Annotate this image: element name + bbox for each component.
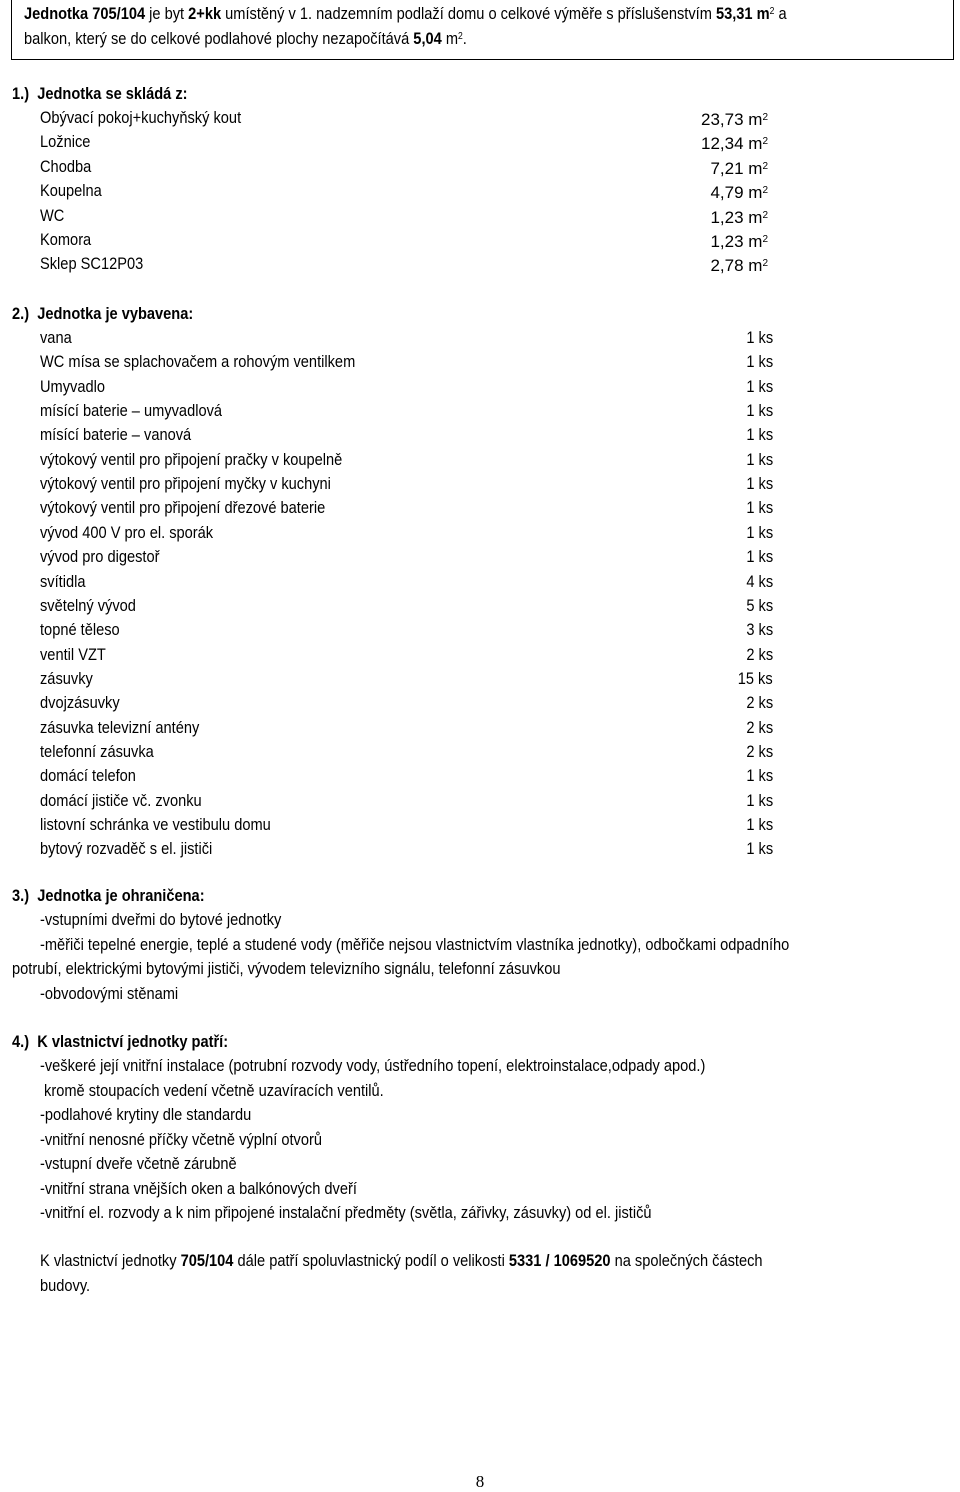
- equipment-name: WC mísa se splachovačem a rohovým ventilkem: [40, 352, 356, 372]
- equipment-qty: 2 ks: [746, 693, 773, 713]
- equipment-qty: 1 ks: [746, 425, 773, 445]
- equipment-name: mísící baterie – vanová: [40, 425, 192, 445]
- equipment-name: zásuvka televizní antény: [40, 717, 200, 737]
- equipment-qty: 2 ks: [746, 741, 773, 761]
- ownership-item: -vnitřní nenosné příčky včetně výplní otvorů: [40, 1129, 322, 1149]
- equipment-name: telefonní zásuvka: [40, 741, 154, 761]
- ownership-item: -veškeré její vnitřní instalace (potrubní rozvody vody, ústředního topení, elektroinstalace,odpady apod.): [40, 1056, 706, 1075]
- section1-heading: [12, 82, 216, 106]
- section3-line: potrubí, elektrickými bytovými jističi, vývodem televizního signálu, telefonní zásuvkou: [12, 959, 561, 978]
- section-title: K vlastnictví jednotky patří:: [37, 1032, 229, 1051]
- section3-heading: [12, 884, 236, 908]
- equipment-qty: 3 ks: [746, 620, 773, 640]
- equipment-qty: 1 ks: [746, 815, 773, 834]
- equipment-name: listovní schránka ve vestibulu domu: [40, 815, 271, 834]
- section-number: 1.): [12, 84, 30, 103]
- equipment-name: dvojzásuvky: [40, 693, 120, 713]
- room-area: 1,23 $m^2$: [710, 232, 768, 251]
- room-name: Obývací pokoj+kuchyňský kout: [40, 108, 242, 127]
- share-value: 5331 / 1069520: [508, 1251, 611, 1270]
- section-number: 4.): [12, 1032, 30, 1051]
- equipment-qty: 1 ks: [746, 522, 773, 542]
- room-name: Sklep SC12P03: [40, 254, 144, 274]
- equipment-name: výtokový ventil pro připojení myčky v kuchyni: [40, 474, 331, 494]
- header-text: je byt: [145, 4, 189, 23]
- unit-id: 705/104: [180, 1251, 234, 1270]
- superscript: 2: [458, 31, 463, 42]
- equipment-name: bytový rozvaděč s el. jističi: [40, 839, 213, 859]
- ownership-share: [40, 1249, 880, 1273]
- equipment-name: domácí telefon: [40, 766, 136, 786]
- ownership-text: na společných částech: [610, 1251, 763, 1270]
- room-name: Chodba: [40, 156, 92, 176]
- equipment-name: svítidla: [40, 571, 86, 591]
- equipment-qty: 1 ks: [746, 376, 773, 396]
- section-title: Jednotka se skládá z:: [37, 84, 188, 103]
- unit-id: Jednotka 705/104: [24, 4, 146, 23]
- room-area: 4,79 $m^2$: [710, 183, 768, 203]
- section3-line: -měřiči tepelné energie, teplé a studené vody (měřiče nejsou vlastnictvím vlastníka jednotky), odbočkami odpadního: [40, 935, 790, 954]
- equipment-name: mísící baterie – umyvadlová: [40, 401, 223, 421]
- ownership-item: -vstupní dveře včetně zárubně: [40, 1154, 237, 1173]
- equipment-name: Umyvadlo: [40, 376, 106, 396]
- header-box: [11, 0, 954, 60]
- equipment-name: topné těleso: [40, 620, 120, 640]
- room-name: Komora: [40, 230, 92, 249]
- equipment-qty: 4 ks: [746, 571, 773, 591]
- superscript: 2: [769, 6, 775, 17]
- room-name: WC: [40, 205, 65, 225]
- section-title: Jednotka je ohraničena:: [37, 886, 205, 905]
- ownership-item: -vnitřní el. rozvody a k nim připojené instalační předměty (světla, zářivky, zásuvky) od el. jističů: [40, 1203, 652, 1222]
- equipment-name: výtokový ventil pro připojení pračky v koupelně: [40, 449, 343, 469]
- equipment-name: domácí jističe vč. zvonku: [40, 790, 202, 810]
- room-name: Koupelna: [40, 181, 102, 201]
- room-area: 23,73 $m^2$: [701, 110, 768, 129]
- equipment-qty: 1 ks: [746, 790, 773, 810]
- equipment-qty: 1 ks: [746, 401, 773, 421]
- equipment-qty: 15 ks: [738, 668, 773, 688]
- ownership-text: dále patří spoluvlastnický podíl o velikosti: [233, 1251, 509, 1270]
- equipment-name: vana: [40, 328, 72, 347]
- ownership-item: -podlahové krytiny dle standardu: [40, 1105, 252, 1124]
- ownership-item: kromě stoupacích vedení včetně uzavíracích ventilů.: [40, 1080, 384, 1100]
- section-number: 2.): [12, 304, 30, 323]
- equipment-name: vývod pro digestoř: [40, 547, 160, 567]
- section-title: Jednotka je vybavena:: [37, 304, 194, 323]
- equipment-qty: 1 ks: [746, 547, 773, 567]
- section3-line: -vstupními dveřmi do bytové jednotky: [40, 910, 282, 929]
- balcony-area: 5,04: [413, 29, 442, 48]
- total-area: 53,31 m: [715, 4, 770, 23]
- header-line-2: [24, 29, 539, 49]
- equipment-name: zásuvky: [40, 668, 93, 688]
- section3-line: -obvodovými stěnami: [40, 984, 179, 1003]
- equipment-qty: 1 ks: [746, 498, 773, 518]
- room-area: 7,21 $m^2$: [710, 158, 768, 178]
- equipment-name: ventil VZT: [40, 644, 106, 664]
- equipment-name: výtokový ventil pro připojení dřezové baterie: [40, 498, 326, 518]
- equipment-qty: 1 ks: [746, 766, 773, 786]
- room-area: 2,78 $m^2$: [710, 256, 768, 276]
- room-area: 1,23 $m^2$: [710, 207, 768, 227]
- equipment-name: světelný vývod: [40, 595, 136, 615]
- header-text: m: [441, 29, 459, 48]
- section2-heading: [12, 302, 223, 326]
- header-text: umístěný v 1. nadzemním podlaží domu o celkové výměře s příslušenstvím: [221, 4, 716, 23]
- equipment-qty: 1 ks: [746, 328, 773, 347]
- section4-heading: [12, 1030, 263, 1054]
- header-text: balkon, který se do celkové podlahové plochy nezapočítává: [24, 29, 414, 48]
- room-area: 12,34 $m^2$: [701, 134, 768, 154]
- ownership-item: -vnitřní strana vnějších oken a balkónových dveří: [40, 1178, 357, 1198]
- equipment-qty: 1 ks: [746, 839, 773, 859]
- ownership-share-cont: budovy.: [40, 1276, 91, 1295]
- equipment-qty: 1 ks: [746, 352, 773, 372]
- equipment-qty: 1 ks: [746, 449, 773, 469]
- header-line-1: [24, 4, 911, 24]
- equipment-qty: 1 ks: [746, 474, 773, 494]
- flat-type: 2+kk: [188, 4, 222, 23]
- ownership-text: K vlastnictví jednotky: [40, 1251, 181, 1270]
- equipment-qty: 2 ks: [746, 717, 773, 737]
- section-number: 3.): [12, 886, 30, 905]
- page-number: 8: [475, 1472, 485, 1491]
- equipment-qty: 2 ks: [746, 644, 773, 664]
- header-text: a: [774, 4, 787, 23]
- equipment-name: vývod 400 V pro el. sporák: [40, 522, 214, 542]
- header-text: .: [462, 29, 467, 48]
- room-name: Ložnice: [40, 132, 91, 152]
- equipment-qty: 5 ks: [746, 595, 773, 615]
